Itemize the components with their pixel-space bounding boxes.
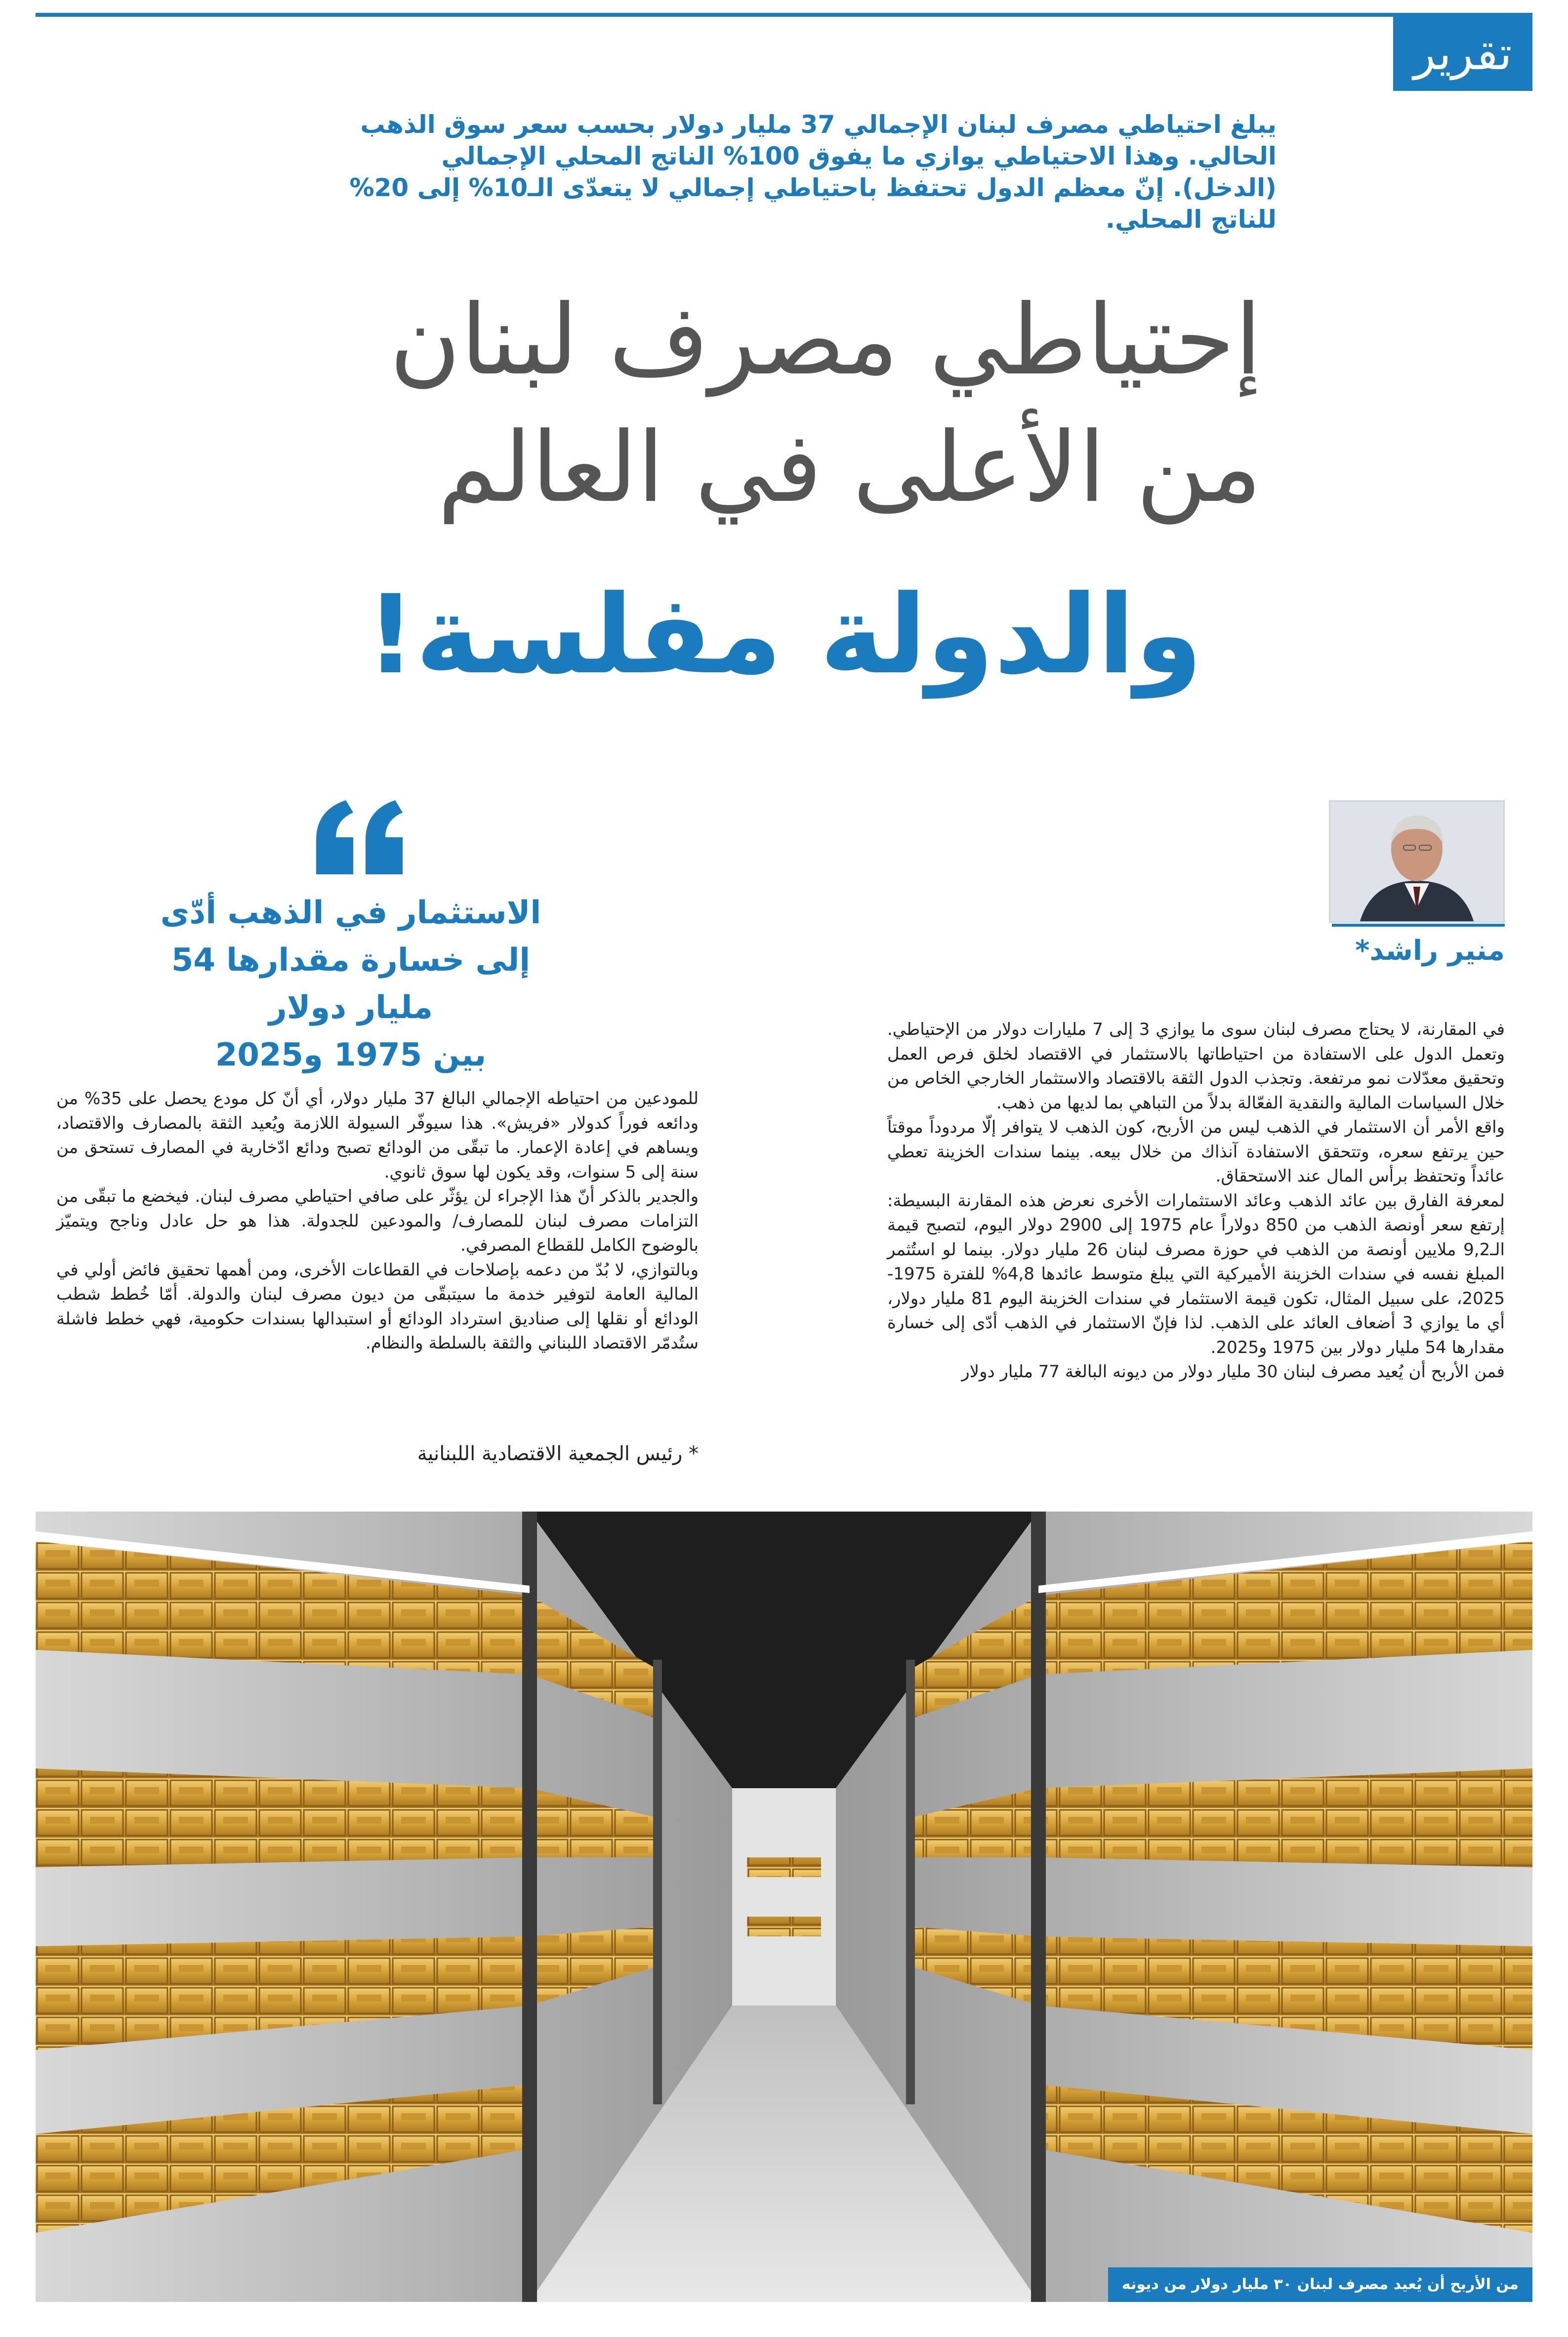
body-paragraph: واقع الأمر أن الاستثمار في الذهب ليس من الأربح، كون الذهب لا يتوافر إلّا مردوداً موقتاً حين يرتفع سعره، وتتحقق الاستفادة آنذاك من خلال بيعه. بينما سندات الخزينة تعطي عائداً وتحتفظ برأس المال عند الاستحقاق. [887,1117,1505,1186]
body-column-left [56,1087,699,1356]
body-paragraph: فمن الأربح أن يُعيد مصرف لبنان 30 مليار دولار من ديونه البالغة 77 مليار دولار [961,1362,1505,1382]
headline-line-3: والدولة مفلسة! [366,572,1202,698]
pull-quote-line-2: إلى خسارة مقدارها 54 مليار دولار [171,942,531,1026]
headline-line-1: إحتياطي مصرف لبنان [389,284,1262,397]
quote-mark-icon [311,800,410,874]
pull-quote [148,889,553,1079]
body-column-right [887,1018,1505,1385]
headline-line-2: من الأعلى في العالم [437,411,1262,524]
author-name: منير راشد* [1355,935,1505,967]
author-footnote: * رئيس الجمعية الاقتصادية اللبنانية [417,1442,699,1465]
gold-vault-photo [36,1512,1532,2302]
body-paragraph: وبالتوازي، لا بُدّ من دعمه بإصلاحات في القطاعات الأخرى، ومن أهمها تحقيق فائض أولي في المالية العامة لتوفير خدمة ما سيتبقّى من ديون مصرف لبنان والدولة. أمّا خُطط شطب الودائع أو نقلها إلى صناديق استرداد الودائع أو استبدالها بسندات حكومية، فهي خطط فاشلة ستُدمّر الاقتصاد اللبناني والثقة بالسلطة والنظام. [56,1260,699,1353]
body-paragraph: في المقارنة، لا يحتاج مصرف لبنان سوى ما يوازي 3 إلى 7 مليارات دولار من الإحتياطي. وتعمل الدول على الاستفادة من احتياطاتها بالاستثمار في الاقتصاد لخلق فرص العمل وتحقيق معدّلات نمو مرتفعة. وتجذب الدول الثقة بالاقتصاد والاستثمار الخارجي الخاص من خلال السياسات المالية والنقدية الفعّالة بدلاً من التباهي بما لديها من ذهب. [887,1020,1505,1113]
author-rule [1332,924,1505,927]
article-lede: يبلغ احتياطي مصرف لبنان الإجمالي 37 مليار دولار بحسب سعر سوق الذهب الحالي. وهذا الاحتياطي يوازي ما يفوق 100% الناتج المحلي الإجمالي (الدخل). إنّ معظم الدول تحتفظ باحتياطي إجمالي لا يتعدّى الـ10% إلى 20% للناتج المحلي. [349,110,1277,234]
body-paragraph: لمعرفة الفارق بين عائد الذهب وعائد الاستثمارات الأخرى نعرض هذه المقارنة البسيطة: إرتفع سعر أونصة الذهب من 850 دولاراً عام 1975 إلى 2900 دولار اليوم، لتصبح قيمة الـ9,2 ملايين أونصة من الذهب في حوزة مصرف لبنان 26 مليار دولار. بينما لو استُثمر المبلغ نفسه في سندات الخزينة الأميركية التي يبلغ متوسط عائدها 4,8% للفترة 1975-2025، على سبيل المثال، تكون قيمة الاستثمار في سندات الخزينة اليوم 81 مليار دولار، أي ما يوازي 3 أضعاف العائد على الذهب. لذا فإنّ الاستثمار في الذهب أدّى إلى خسارة مقدارها 54 مليار دولار بين 1975 و2025. [887,1190,1505,1357]
pull-quote-line-1: الاستثمار في الذهب أدّى [160,895,541,931]
photo-caption: من الأربح أن يُعيد مصرف لبنان ٣٠ مليار دولار من ديونه [1108,2267,1532,2302]
body-paragraph: للمودعين من احتياطه الإجمالي البالغ 37 مليار دولار، أي أنّ كل مودع يحصل على 35% من ودائعه فوراً كدولار «فريش». هذا سيوفّر السيولة اللازمة ويُعيد الثقة بالمصارف والاقتصاد، ويساهم في إعادة الإعمار. ما تبقّى من الودائع تصبح ودائع ادّخارية في المصارف تستحق من سنة إلى 5 سنوات، وقد يكون لها سوق ثانوي. [56,1089,699,1182]
pull-quote-line-3: بين 1975 و2025 [215,1037,487,1073]
section-label: تقرير [1393,17,1532,91]
headline [257,277,1262,532]
author-portrait [1330,802,1503,921]
top-rule [36,13,1532,17]
author-photo [1329,800,1505,923]
body-paragraph: والجدير بالذكر أنّ هذا الإجراء لن يؤثّر على صافي احتياطي مصرف لبنان. فيخضع ما تبقّى من التزامات مصرف لبنان للمصارف/ والمودعين للجدولة. هذا هو حل عادل وناجح ويتميّز بالوضوح الكامل للقطاع المصرفي. [56,1187,699,1255]
